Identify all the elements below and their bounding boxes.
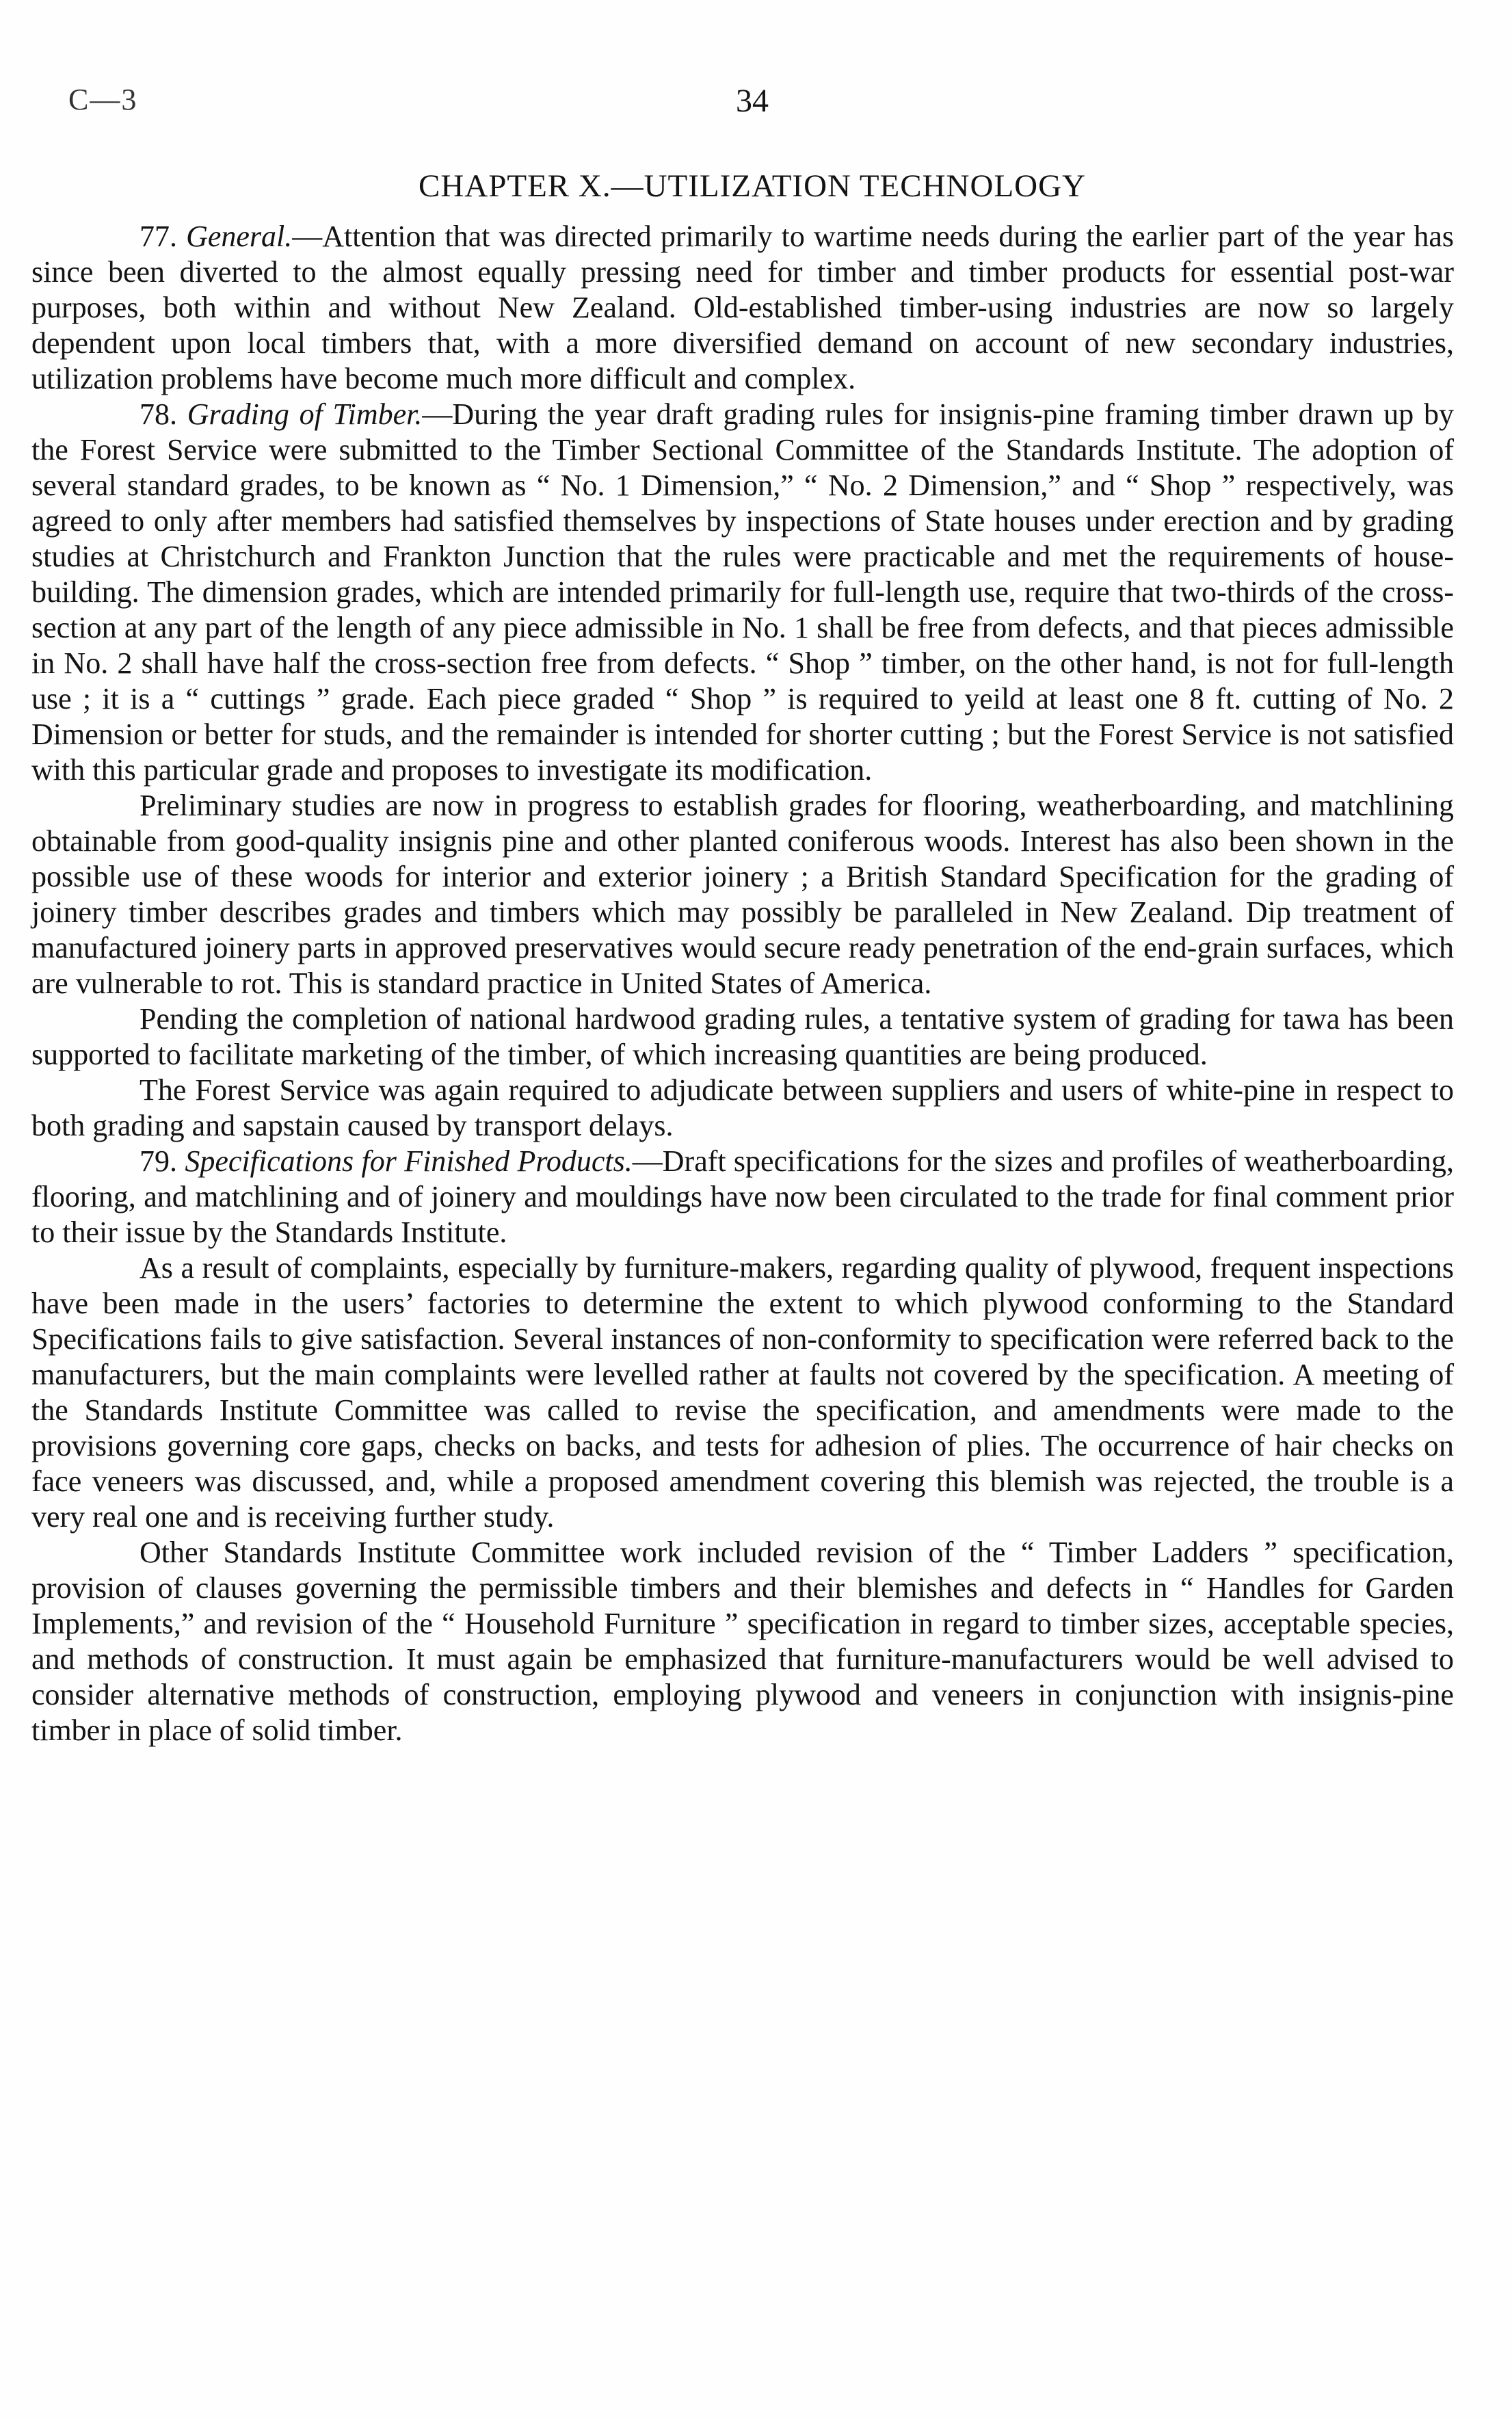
chapter-title: CHAPTER X.—UTILIZATION TECHNOLOGY [419, 168, 1086, 204]
paragraph-79 [31, 1144, 1454, 1250]
document-reference: C—3 [68, 83, 138, 116]
section-heading: Grading of Timber. [187, 397, 423, 431]
paragraph-78 [31, 397, 1454, 788]
paragraph-77 [31, 219, 1454, 397]
paragraph-white-pine [31, 1073, 1454, 1144]
paragraph-committee-work [31, 1535, 1454, 1748]
paragraph-text: —During the year draft grading rules for insignis-pine framing timber drawn up by the Forest Service were submitted to the Timber Sectional Committee of the Standards Institute. The adoption of several standard grades, to be known as “ No. 1 Dimension,” “ No. 2 Dimension,” and “ Shop ” respectively, was agreed to only after members had satisfied themselves by inspections of State houses under erection and by grading studies at Christchurch and Frankton Junction that the rules were practicable and met the requirements of house-building. The dimension grades, which are intended primarily for full-length use, require that two-thirds of the cross-section at any part of the length of any piece admissible in No. 1 shall be free from defects, and that pieces admissible in No. 2 shall have half the cross-section free from defects. “ Shop ” timber, on the other hand, is not for full-length use ; it is a “ cuttings ” grade. Each piece graded “ Shop ” is required to yeild at least one 8 ft. cutting of No. 2 Dimension or better for studs, and the remainder is intended for shorter cutting ; but the Forest Service is not satisfied with this particular grade and proposes to investigate its modification. [31, 397, 1455, 787]
section-number: 77. [140, 220, 177, 253]
paragraph-text: As a result of complaints, especially by furniture-makers, regarding quality of plywood, frequent inspections have been made in the users’ factories to determine the extent to which plywood conforming to the Standard Specifications fails to give satisfaction. Several instances of non-conformity to specification were referred back to the manufacturers, but the main complaints were levelled rather at faults not covered by the specification. A meeting of the Standards Institute Committee was called to revise the specification, and amendments were made to the provisions governing core gaps, checks on backs, and tests for adhesion of plies. The occurrence of hair checks on face veneers was discussed, and, while a proposed amendment covering this blemish was rejected, the trouble is a very real one and is receiving further study. [31, 1251, 1454, 1534]
paragraph-text: —Draft specifications for the sizes and profiles of weatherboarding, flooring, and matchlining and of joinery and mouldings have now been circulated to the trade for final comment prior to their issue by the Standards Institute. [31, 1144, 1455, 1249]
paragraph-preliminary-studies [31, 788, 1454, 1001]
section-number: 78. [140, 397, 177, 431]
section-heading: General. [186, 220, 293, 253]
paragraph-text: The Forest Service was again required to adjudicate between suppliers and users of white-pine in respect to both grading and sapstain caused by transport delays. [31, 1073, 1454, 1142]
body-text [31, 219, 1454, 1748]
paragraph-hardwood-grading [31, 1001, 1454, 1073]
page-header [68, 82, 1436, 130]
section-number: 79. [140, 1144, 177, 1178]
paragraph-plywood-complaints [31, 1250, 1454, 1535]
paragraph-text: Pending the completion of national hardwood grading rules, a tentative system of grading for tawa has been supported to facilitate marketing of the timber, of which increasing quantities are being produced. [31, 1002, 1454, 1071]
section-heading: Specifications for Finished Products. [185, 1144, 633, 1178]
paragraph-text: Other Standards Institute Committee work included revision of the “ Timber Ladders ” specification, provision of clauses governing the permissible timbers and their blemishes and defects in “ Handles for Garden Implements,” and revision of the “ Household Furniture ” specification in regard to timber sizes, acceptable species, and methods of construction. It must again be emphasized that furniture-manufacturers would be well advised to consider alternative methods of construction, employing plywood and veneers in conjunction with insignis-pine timber in place of solid timber. [31, 1536, 1454, 1747]
page-number: 34 [736, 83, 769, 119]
paragraph-text: —Attention that was directed primarily to wartime needs during the earlier part of the year has since been diverted to the almost equally pressing need for timber and timber products for essential post-war purposes, both within and without New Zealand. Old-established timber-using industries are now so largely dependent upon local timbers that, with a more diversified demand on account of new secondary industries, utilization problems have become much more difficult and complex. [31, 220, 1455, 395]
paragraph-text: Preliminary studies are now in progress to establish grades for flooring, weatherboarding, and matchlining obtainable from good-quality insignis pine and other planted coniferous woods. Interest has also been shown in the possible use of these woods for interior and exterior joinery ; a British Standard Specification for the grading of joinery timber describes grades and timbers which may possibly be paralleled in New Zealand. Dip treatment of manufactured joinery parts in approved preservatives would secure ready penetration of the end-grain surfaces, which are vulnerable to rot. This is standard practice in United States of America. [31, 789, 1454, 1000]
